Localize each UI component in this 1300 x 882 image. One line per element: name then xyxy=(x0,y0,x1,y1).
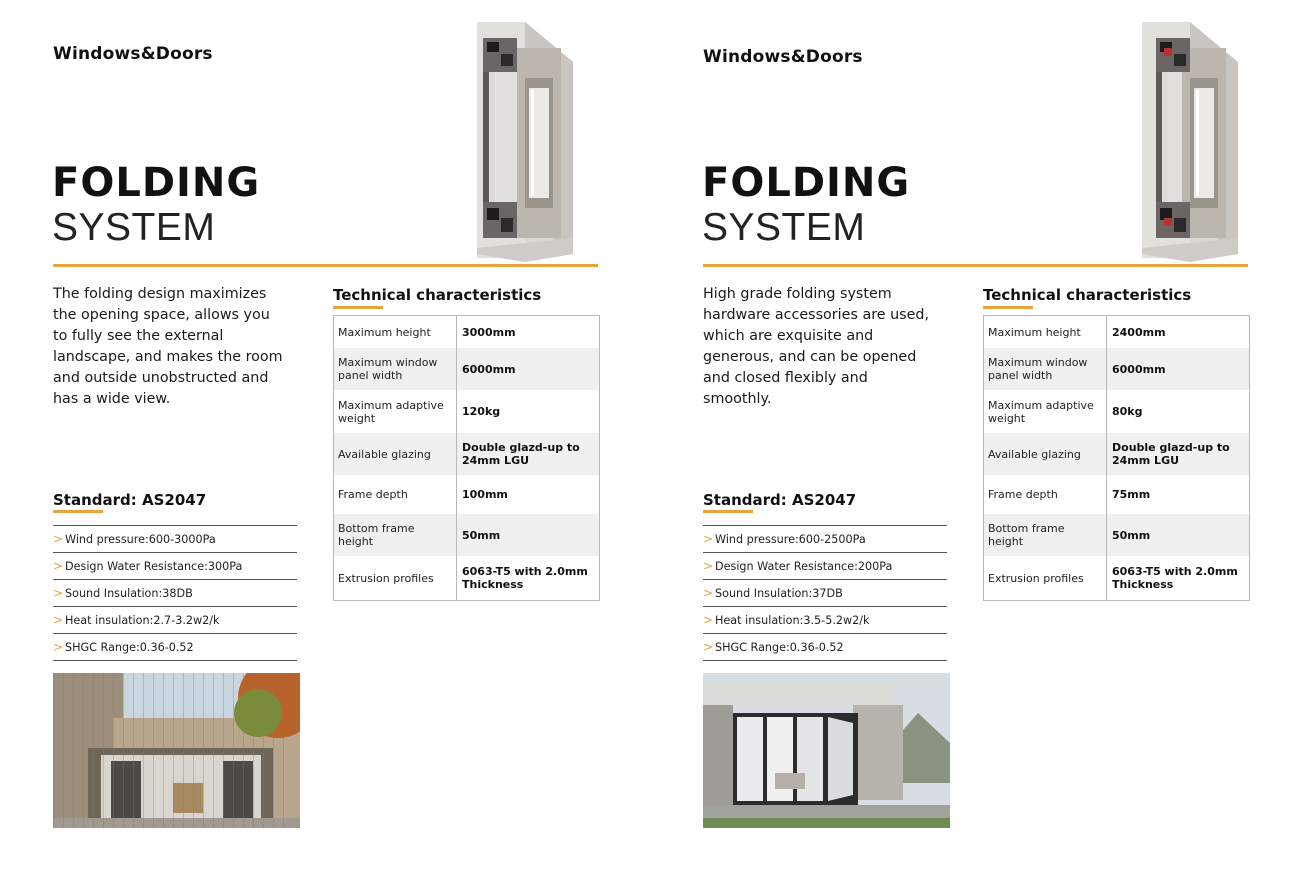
heading-underline xyxy=(983,306,1033,309)
spec-label: Frame depth xyxy=(984,475,1107,514)
description-text: High grade folding system hardware accessories are used, which are exquisite and generous, and can be opened and closed flexibly and smoothly. xyxy=(703,286,930,407)
chevron-right-icon: > xyxy=(703,532,714,546)
spec-value: 75mm xyxy=(1112,488,1151,501)
window-profile-illustration xyxy=(1120,18,1240,262)
window-profile-illustration xyxy=(455,18,575,262)
list-item xyxy=(703,634,947,661)
technical-characteristics-heading: Technical characteristics xyxy=(983,286,1192,304)
spec-value: 6000mm xyxy=(462,362,516,376)
brand-name: Windows&Doors xyxy=(703,47,863,67)
standard-item-text: Heat insulation:3.5-5.2w2/k xyxy=(715,613,870,627)
heading-underline xyxy=(703,510,753,513)
list-item xyxy=(53,634,297,661)
table-row xyxy=(984,348,1249,390)
spec-label: Maximum window panel width xyxy=(984,348,1107,390)
spec-label: Extrusion profiles xyxy=(984,556,1107,600)
table-row xyxy=(334,390,599,433)
standard-item-text: Wind pressure:600-2500Pa xyxy=(715,532,866,546)
table-row xyxy=(334,316,599,348)
spec-value: 100mm xyxy=(462,488,508,501)
standard-heading: Standard: AS2047 xyxy=(53,491,207,509)
chevron-right-icon: > xyxy=(53,586,64,600)
table-row xyxy=(984,316,1249,348)
technical-characteristics-table xyxy=(983,315,1250,601)
table-row xyxy=(334,475,599,514)
chevron-right-icon: > xyxy=(53,613,64,627)
heading-underline xyxy=(333,306,383,309)
spec-label: Maximum height xyxy=(984,316,1107,348)
spec-value: 3000mm xyxy=(462,325,516,339)
standard-item-text: SHGC Range:0.36-0.52 xyxy=(715,640,844,654)
standard-item-text: Sound Insulation:37DB xyxy=(715,586,843,600)
spec-value: 6063-T5 with 2.0mm Thickness xyxy=(1112,565,1238,591)
spec-value: Double glazd-up to 24mm LGU xyxy=(1112,441,1230,467)
standard-item-text: SHGC Range:0.36-0.52 xyxy=(65,640,194,654)
divider-rule xyxy=(53,264,598,267)
standard-item-text: Design Water Resistance:300Pa xyxy=(65,559,243,573)
description-text: The folding design maximizes the opening space, allows you to fully see the external landscape, and makes the room and outside unobstructed and has a wide view. xyxy=(53,286,283,407)
table-row xyxy=(984,556,1249,600)
title-folding: FOLDING xyxy=(702,160,911,206)
standard-item-text: Wind pressure:600-3000Pa xyxy=(65,532,216,546)
list-item xyxy=(703,580,947,607)
standard-list xyxy=(53,525,297,661)
chevron-right-icon: > xyxy=(53,532,64,546)
table-row xyxy=(984,475,1249,514)
brochure-page-right xyxy=(650,0,1300,882)
spec-value: 50mm xyxy=(1112,528,1151,542)
list-item xyxy=(53,553,297,580)
spec-value: 80kg xyxy=(1112,405,1143,418)
spec-label: Bottom frame height xyxy=(984,514,1107,556)
standard-item-text: Sound Insulation:38DB xyxy=(65,586,193,600)
standard-item-text: Heat insulation:2.7-3.2w2/k xyxy=(65,613,220,627)
spec-value: Double glazd-up to 24mm LGU xyxy=(462,441,580,467)
title-system: SYSTEM xyxy=(52,206,216,249)
brand-name: Windows&Doors xyxy=(53,44,213,64)
table-row xyxy=(984,390,1249,433)
title-folding: FOLDING xyxy=(52,160,261,206)
standard-heading: Standard: AS2047 xyxy=(703,491,857,509)
chevron-right-icon: > xyxy=(703,559,714,573)
table-row xyxy=(984,514,1249,556)
title-system: SYSTEM xyxy=(702,206,866,249)
spec-value: 2400mm xyxy=(1112,325,1166,339)
spec-value: 120kg xyxy=(462,405,501,418)
technical-characteristics-heading: Technical characteristics xyxy=(333,286,542,304)
list-item xyxy=(53,580,297,607)
list-item xyxy=(703,607,947,634)
spec-label: Available glazing xyxy=(984,433,1107,475)
table-row xyxy=(984,433,1249,475)
list-item xyxy=(703,553,947,580)
concrete-house-folding-door-photo xyxy=(703,673,950,828)
table-row xyxy=(334,348,599,390)
chevron-right-icon: > xyxy=(53,559,64,573)
spec-label: Maximum adaptive weight xyxy=(984,390,1107,433)
wood-house-folding-door-photo xyxy=(53,673,300,828)
list-item xyxy=(53,526,297,553)
chevron-right-icon: > xyxy=(703,586,714,600)
spec-label: Available glazing xyxy=(334,433,457,475)
spec-label: Bottom frame height xyxy=(334,514,457,556)
chevron-right-icon: > xyxy=(53,640,64,654)
technical-characteristics-table xyxy=(333,315,600,601)
table-row xyxy=(334,433,599,475)
heading-underline xyxy=(53,510,103,513)
spec-label: Frame depth xyxy=(334,475,457,514)
spec-label: Maximum height xyxy=(334,316,457,348)
table-row xyxy=(334,514,599,556)
standard-item-text: Design Water Resistance:200Pa xyxy=(715,559,893,573)
spec-value: 6063-T5 with 2.0mm Thickness xyxy=(462,565,588,591)
spec-value: 50mm xyxy=(462,528,501,542)
spec-label: Maximum window panel width xyxy=(334,348,457,390)
standard-list xyxy=(703,525,947,661)
divider-rule xyxy=(703,264,1248,267)
list-item xyxy=(703,526,947,553)
chevron-right-icon: > xyxy=(703,613,714,627)
spec-label: Extrusion profiles xyxy=(334,556,457,600)
table-row xyxy=(334,556,599,600)
list-item xyxy=(53,607,297,634)
spec-value: 6000mm xyxy=(1112,362,1166,376)
chevron-right-icon: > xyxy=(703,640,714,654)
spec-label: Maximum adaptive weight xyxy=(334,390,457,433)
